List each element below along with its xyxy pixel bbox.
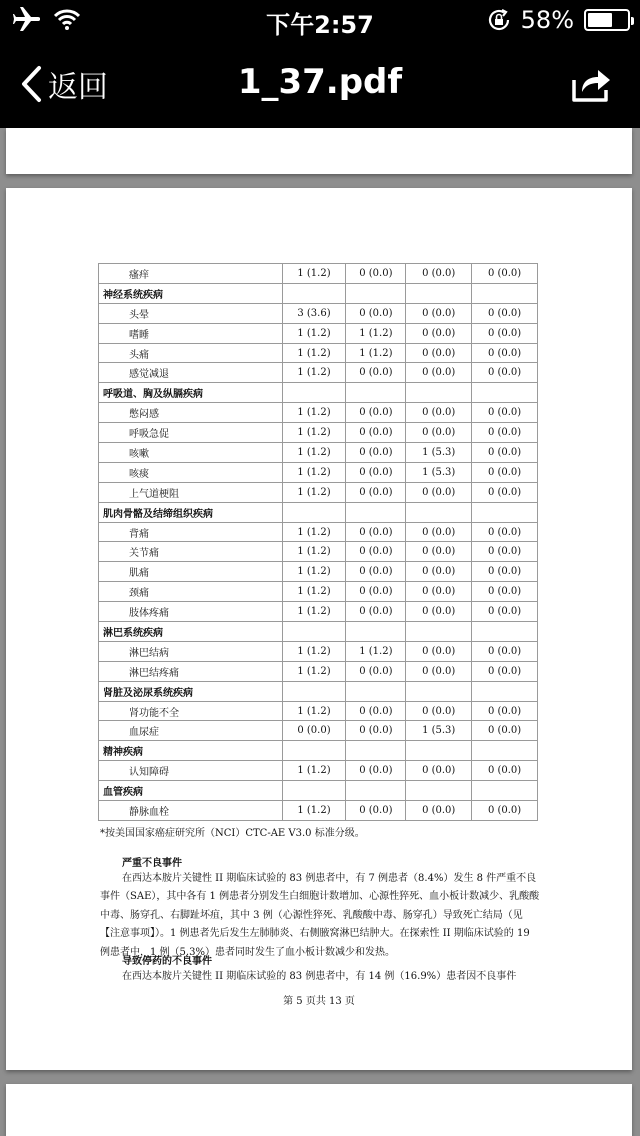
table-cell: 0 (0.0) — [472, 721, 538, 741]
status-bar — [0, 0, 640, 40]
previous-page — [6, 128, 632, 174]
table-cell: 0 (0.0) — [346, 462, 406, 482]
table-cell: 1 (1.2) — [282, 522, 346, 542]
table-cell: 3 (3.6) — [282, 303, 346, 323]
table-cell — [346, 283, 406, 303]
event-label: 头晕 — [99, 303, 283, 323]
page-number: 第 5 页共 13 页 — [283, 996, 355, 1007]
table-cell — [406, 502, 472, 522]
table-category-row — [99, 283, 538, 303]
table-cell: 0 (0.0) — [472, 323, 538, 343]
rotation-lock-icon — [487, 8, 511, 32]
table-cell: 0 (0.0) — [406, 602, 472, 622]
table-cell — [472, 622, 538, 642]
table-cell — [406, 622, 472, 642]
table-row — [99, 323, 538, 343]
table-cell: 0 (0.0) — [472, 443, 538, 463]
table-category-row — [99, 781, 538, 801]
table-row — [99, 562, 538, 582]
table-cell: 1 (1.2) — [282, 801, 346, 821]
event-label: 认知障碍 — [99, 761, 283, 781]
table-cell — [472, 283, 538, 303]
table-cell — [282, 741, 346, 761]
nav-bar — [0, 40, 640, 128]
table-cell: 0 (0.0) — [472, 363, 538, 383]
table-row — [99, 701, 538, 721]
table-cell: 0 (0.0) — [346, 264, 406, 284]
table-row — [99, 423, 538, 443]
event-label: 肢体疼痛 — [99, 602, 283, 622]
table-category-row — [99, 502, 538, 522]
event-label: 感觉减退 — [99, 363, 283, 383]
table-cell — [406, 741, 472, 761]
table-cell: 0 (0.0) — [472, 303, 538, 323]
table-cell: 1 (1.2) — [282, 701, 346, 721]
table-cell: 1 (1.2) — [282, 542, 346, 562]
category-label: 精神疾病 — [99, 741, 283, 761]
table-cell: 1 (1.2) — [282, 423, 346, 443]
table-cell: 0 (0.0) — [406, 801, 472, 821]
table-cell: 0 (0.0) — [472, 522, 538, 542]
table-cell: 1 (1.2) — [282, 363, 346, 383]
table-cell: 0 (0.0) — [406, 343, 472, 363]
table-cell: 1 (1.2) — [282, 443, 346, 463]
table-cell — [406, 781, 472, 801]
table-cell — [472, 741, 538, 761]
event-label: 颈痛 — [99, 582, 283, 602]
table-cell: 1 (5.3) — [406, 721, 472, 741]
table-cell: 0 (0.0) — [282, 721, 346, 741]
event-label: 血尿症 — [99, 721, 283, 741]
table-cell — [346, 681, 406, 701]
section-heading-discontinuation: 导致停药的不良事件 — [122, 956, 212, 967]
table-cell: 0 (0.0) — [346, 661, 406, 681]
table-row — [99, 363, 538, 383]
table-cell — [406, 681, 472, 701]
table-cell: 0 (0.0) — [406, 303, 472, 323]
table-cell: 1 (1.2) — [282, 602, 346, 622]
table-cell: 0 (0.0) — [406, 482, 472, 502]
table-cell — [346, 781, 406, 801]
table-cell: 1 (1.2) — [282, 582, 346, 602]
table-cell: 1 (1.2) — [282, 343, 346, 363]
table-cell: 0 (0.0) — [346, 562, 406, 582]
next-page — [6, 1084, 632, 1136]
event-label: 咳痰 — [99, 462, 283, 482]
event-label: 背痛 — [99, 522, 283, 542]
table-cell — [406, 283, 472, 303]
event-label: 静脉血栓 — [99, 801, 283, 821]
table-cell: 1 (1.2) — [346, 323, 406, 343]
table-category-row — [99, 383, 538, 403]
table-cell: 1 (1.2) — [346, 343, 406, 363]
table-cell: 0 (0.0) — [346, 423, 406, 443]
table-cell — [282, 622, 346, 642]
table-cell: 0 (0.0) — [472, 482, 538, 502]
table-cell: 0 (0.0) — [346, 801, 406, 821]
sae-paragraph: 在西达本胺片关键性 II 期临床试验的 83 例患者中，有 7 例患者（8.4%）发生 8 件严重不良事件（SAE），其中各有 1 例患者分别发生白细胞计数增加、心源性猝死、血小板计数减少、乳酸酸中毒、肠穿孔、右脚趾坏疽，其中 3 例（心源性猝死、乳酸酸中毒、肠穿孔）导致死亡结局（见【注意事项】）。1 例患者先后发生左肺肺炎、右侧腋窝淋巴结肿大。在探索性 II 期临床试验的 19 例患者中，1 例（5.3%）患者同时发生了血小板计数减少和发热。 — [100, 873, 540, 958]
table-cell: 0 (0.0) — [346, 403, 406, 423]
table-row — [99, 443, 538, 463]
event-label: 肾功能不全 — [99, 701, 283, 721]
document-title: 1_37.pdf — [237, 62, 403, 102]
table-cell: 1 (1.2) — [282, 661, 346, 681]
table-cell: 0 (0.0) — [346, 303, 406, 323]
table-cell: 0 (0.0) — [346, 522, 406, 542]
event-label: 嗜睡 — [99, 323, 283, 343]
section-heading-sae: 严重不良事件 — [122, 858, 182, 869]
table-cell: 0 (0.0) — [472, 801, 538, 821]
table-row — [99, 343, 538, 363]
table-cell: 0 (0.0) — [472, 542, 538, 562]
adverse-events-table — [98, 263, 538, 821]
table-cell: 1 (1.2) — [282, 761, 346, 781]
event-label: 关节痛 — [99, 542, 283, 562]
table-cell: 1 (1.2) — [282, 264, 346, 284]
table-row — [99, 482, 538, 502]
table-cell: 0 (0.0) — [346, 542, 406, 562]
table-cell — [472, 502, 538, 522]
table-cell — [282, 283, 346, 303]
event-label: 憋闷感 — [99, 403, 283, 423]
table-cell: 0 (0.0) — [406, 264, 472, 284]
table-cell: 0 (0.0) — [346, 721, 406, 741]
status-time: 下午2:57 — [266, 11, 374, 39]
table-cell: 0 (0.0) — [346, 701, 406, 721]
table-cell: 1 (1.2) — [282, 562, 346, 582]
table-cell: 1 (1.2) — [282, 462, 346, 482]
table-cell: 0 (0.0) — [346, 761, 406, 781]
table-row — [99, 264, 538, 284]
table-cell: 1 (1.2) — [282, 323, 346, 343]
category-label: 呼吸道、胸及纵膈疾病 — [99, 383, 283, 403]
battery-icon — [584, 9, 630, 31]
category-label: 肾脏及泌尿系统疾病 — [99, 681, 283, 701]
table-cell: 0 (0.0) — [472, 661, 538, 681]
table-cell — [472, 681, 538, 701]
share-icon — [572, 66, 612, 102]
table-cell: 0 (0.0) — [406, 661, 472, 681]
table-row — [99, 801, 538, 821]
table-cell: 0 (0.0) — [346, 363, 406, 383]
table-row — [99, 403, 538, 423]
table-cell: 0 (0.0) — [472, 403, 538, 423]
table-row — [99, 721, 538, 741]
table-cell: 0 (0.0) — [472, 343, 538, 363]
table-cell — [472, 383, 538, 403]
table-cell: 0 (0.0) — [472, 562, 538, 582]
back-label: 返回 — [48, 70, 108, 105]
table-row — [99, 761, 538, 781]
event-label: 淋巴结病 — [99, 641, 283, 661]
table-cell: 0 (0.0) — [472, 582, 538, 602]
table-cell: 0 (0.0) — [406, 761, 472, 781]
table-cell: 0 (0.0) — [472, 423, 538, 443]
table-cell: 0 (0.0) — [472, 641, 538, 661]
table-cell: 0 (0.0) — [472, 602, 538, 622]
table-cell: 0 (0.0) — [406, 641, 472, 661]
table-row — [99, 542, 538, 562]
status-right — [487, 6, 630, 34]
table-cell: 0 (0.0) — [346, 443, 406, 463]
share-button[interactable] — [572, 66, 612, 106]
table-cell: 1 (5.3) — [406, 443, 472, 463]
top-bar — [0, 0, 640, 128]
table-row — [99, 661, 538, 681]
table-cell: 1 (5.3) — [406, 462, 472, 482]
event-label: 肌痛 — [99, 562, 283, 582]
table-row — [99, 303, 538, 323]
table-row — [99, 582, 538, 602]
table-cell: 0 (0.0) — [472, 761, 538, 781]
table-cell — [282, 502, 346, 522]
table-cell: 1 (1.2) — [282, 641, 346, 661]
table-cell: 0 (0.0) — [346, 582, 406, 602]
table-row — [99, 602, 538, 622]
table-cell: 0 (0.0) — [406, 423, 472, 443]
table-cell: 0 (0.0) — [406, 323, 472, 343]
category-label: 血管疾病 — [99, 781, 283, 801]
table-cell — [346, 622, 406, 642]
table-cell: 0 (0.0) — [406, 542, 472, 562]
table-row — [99, 462, 538, 482]
event-label: 呼吸急促 — [99, 423, 283, 443]
table-category-row — [99, 741, 538, 761]
table-cell — [406, 383, 472, 403]
table-cell: 0 (0.0) — [406, 522, 472, 542]
table-category-row — [99, 622, 538, 642]
table-cell: 0 (0.0) — [472, 462, 538, 482]
pdf-page — [6, 188, 632, 1070]
table-cell: 0 (0.0) — [406, 403, 472, 423]
table-cell: 0 (0.0) — [406, 582, 472, 602]
event-label: 头痛 — [99, 343, 283, 363]
table-cell — [346, 741, 406, 761]
table-cell: 1 (1.2) — [346, 641, 406, 661]
table-cell: 0 (0.0) — [346, 482, 406, 502]
table-cell: 0 (0.0) — [346, 602, 406, 622]
event-label: 上气道梗阻 — [99, 482, 283, 502]
table-cell — [472, 781, 538, 801]
event-label: 淋巴结疼痛 — [99, 661, 283, 681]
category-label: 肌肉骨骼及结缔组织疾病 — [99, 502, 283, 522]
table-cell — [346, 383, 406, 403]
event-label: 咳嗽 — [99, 443, 283, 463]
discontinuation-paragraph: 在西达本胺片关键性 II 期临床试验的 83 例患者中，有 14 例（16.9%）患者因不良事件 — [122, 971, 517, 982]
table-cell — [282, 781, 346, 801]
table-footnote: *按美国国家癌症研究所（NCI）CTC-AE V3.0 标准分级。 — [100, 828, 365, 839]
category-label: 淋巴系统疾病 — [99, 622, 283, 642]
table-cell: 0 (0.0) — [472, 701, 538, 721]
table-row — [99, 641, 538, 661]
table-cell — [346, 502, 406, 522]
table-cell: 0 (0.0) — [472, 264, 538, 284]
table-cell: 0 (0.0) — [406, 562, 472, 582]
category-label: 神经系统疾病 — [99, 283, 283, 303]
table-cell: 1 (1.2) — [282, 482, 346, 502]
table-category-row — [99, 681, 538, 701]
table-cell: 1 (1.2) — [282, 403, 346, 423]
table-row — [99, 522, 538, 542]
table-cell: 0 (0.0) — [406, 363, 472, 383]
event-label: 瘙痒 — [99, 264, 283, 284]
battery-percent: 58% — [520, 6, 574, 34]
table-cell: 0 (0.0) — [406, 701, 472, 721]
table-cell — [282, 383, 346, 403]
table-cell — [282, 681, 346, 701]
